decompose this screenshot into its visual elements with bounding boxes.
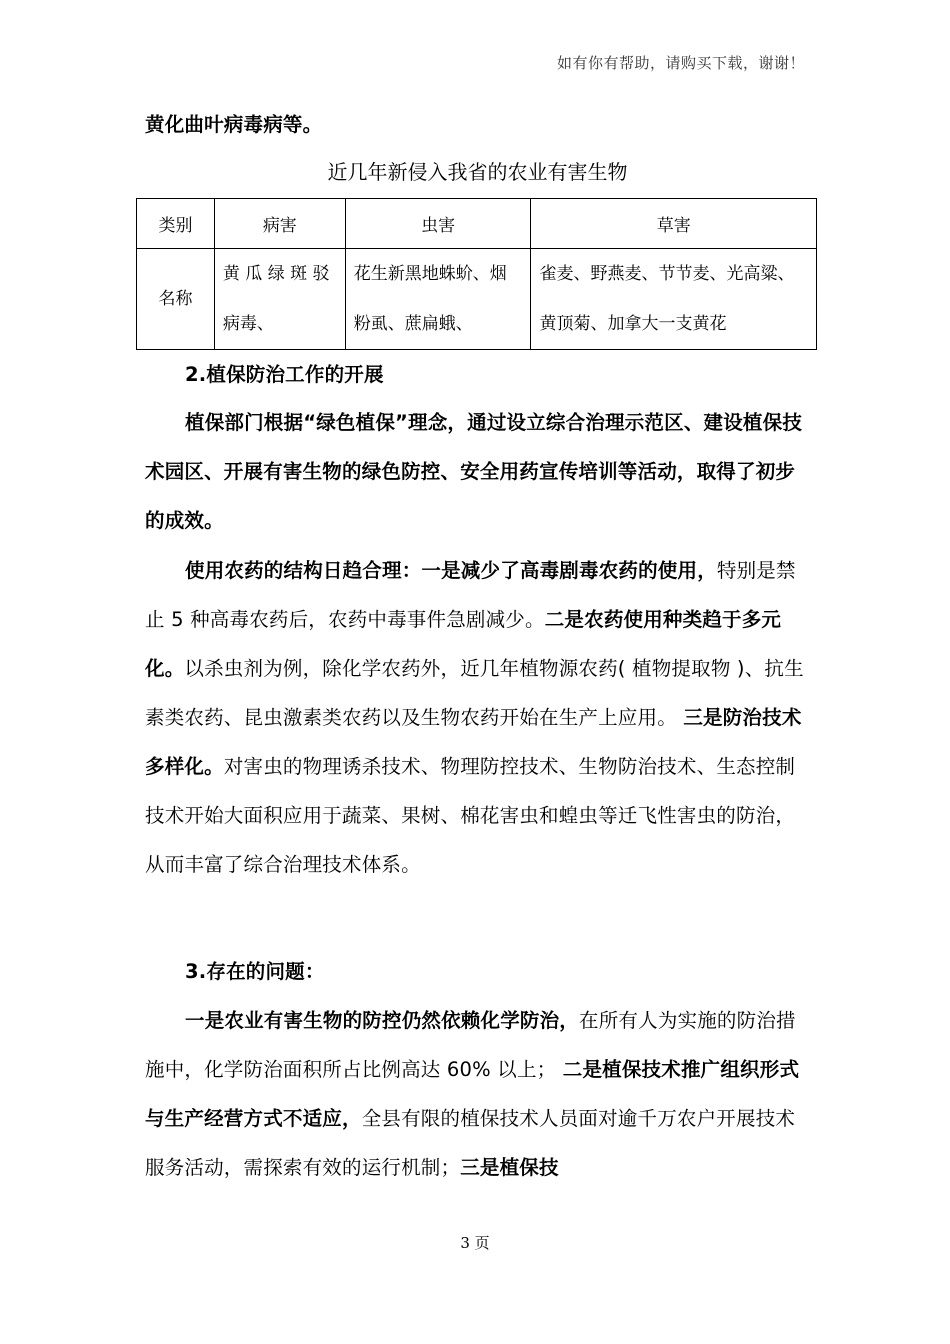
diversification-text: 以杀虫剂为例，除化学农药外，近几年植物源农药( 植物提取物 )、抗生素类农药、昆虫激素类农药以及生物农药开始在生产上应用。	[145, 657, 804, 729]
cell-disease: 黄 瓜 绿 斑 驳 病毒、	[214, 249, 345, 350]
header-weed: 草害	[531, 199, 817, 249]
header-category: 类别	[137, 199, 215, 249]
issue-1-text: 在所有人为实施的防治措施中，化学防治面积所占比例高达 60% 以上；	[145, 1009, 796, 1081]
section-2-heading: 2.植保防治工作的开展	[185, 363, 384, 386]
table-header-row	[137, 199, 817, 249]
header-insect: 虫害	[345, 199, 531, 249]
pesticide-structure-text: 特别是禁止 5 种高毒农药后，农药中毒事件急剧减少。	[145, 559, 796, 631]
diversification-bold: 二是农药使用种类趋于多元化。	[145, 608, 782, 680]
pest-table	[136, 198, 817, 350]
download-note: 如有你有帮助，请购买下载，谢谢！	[556, 54, 805, 72]
page-number: 3 页	[460, 1234, 490, 1252]
section-3-paragraph	[145, 996, 810, 1192]
table-row	[137, 249, 817, 350]
table-title: 近几年新侵入我省的农业有害生物	[327, 160, 628, 184]
issue-3-bold: 三是植保技	[460, 1156, 559, 1179]
issue-2-bold: 二是植保技术推广组织形式与生产经营方式不适应，	[145, 1058, 800, 1130]
continued-text: 黄化曲叶病毒病等。	[145, 113, 323, 136]
issue-1-bold: 一是农业有害生物的防控仍然依赖化学防治，	[185, 1009, 580, 1032]
cell-weed: 雀麦、野燕麦、节节麦、光高粱、黄顶菊、加拿大一支黄花	[531, 249, 817, 350]
header-disease: 病害	[214, 199, 345, 249]
section-2-paragraph-2	[145, 546, 810, 889]
technique-text: 对害虫的物理诱杀技术、物理防控技术、生物防治技术、生态控制技术开始大面积应用于蔬菜、果树、棉花害虫和蝗虫等迁飞性害虫的防治，从而丰富了综合治理技术体系。	[145, 755, 796, 876]
pesticide-structure-bold: 使用农药的结构日趋合理：一是减少了高毒剧毒农药的使用，	[185, 559, 717, 582]
section-3-heading: 3.存在的问题：	[185, 960, 325, 983]
technique-bold: 三是防治技术多样化。	[145, 706, 802, 778]
issue-2-text: 全县有限的植保技术人员面对逾千万农户开展技术服务活动，需探索有效的运行机制；	[145, 1107, 796, 1179]
cell-insect: 花生新黑地蛛蚧、烟粉虱、蔗扁蛾、	[345, 249, 531, 350]
row-label-name: 名称	[137, 249, 215, 350]
section-2-paragraph-1: 植保部门根据“绿色植保”理念，通过设立综合治理示范区、建设植保技术园区、开展有害生物的绿色防控、安全用药宣传培训等活动，取得了初步的成效。	[145, 411, 803, 532]
